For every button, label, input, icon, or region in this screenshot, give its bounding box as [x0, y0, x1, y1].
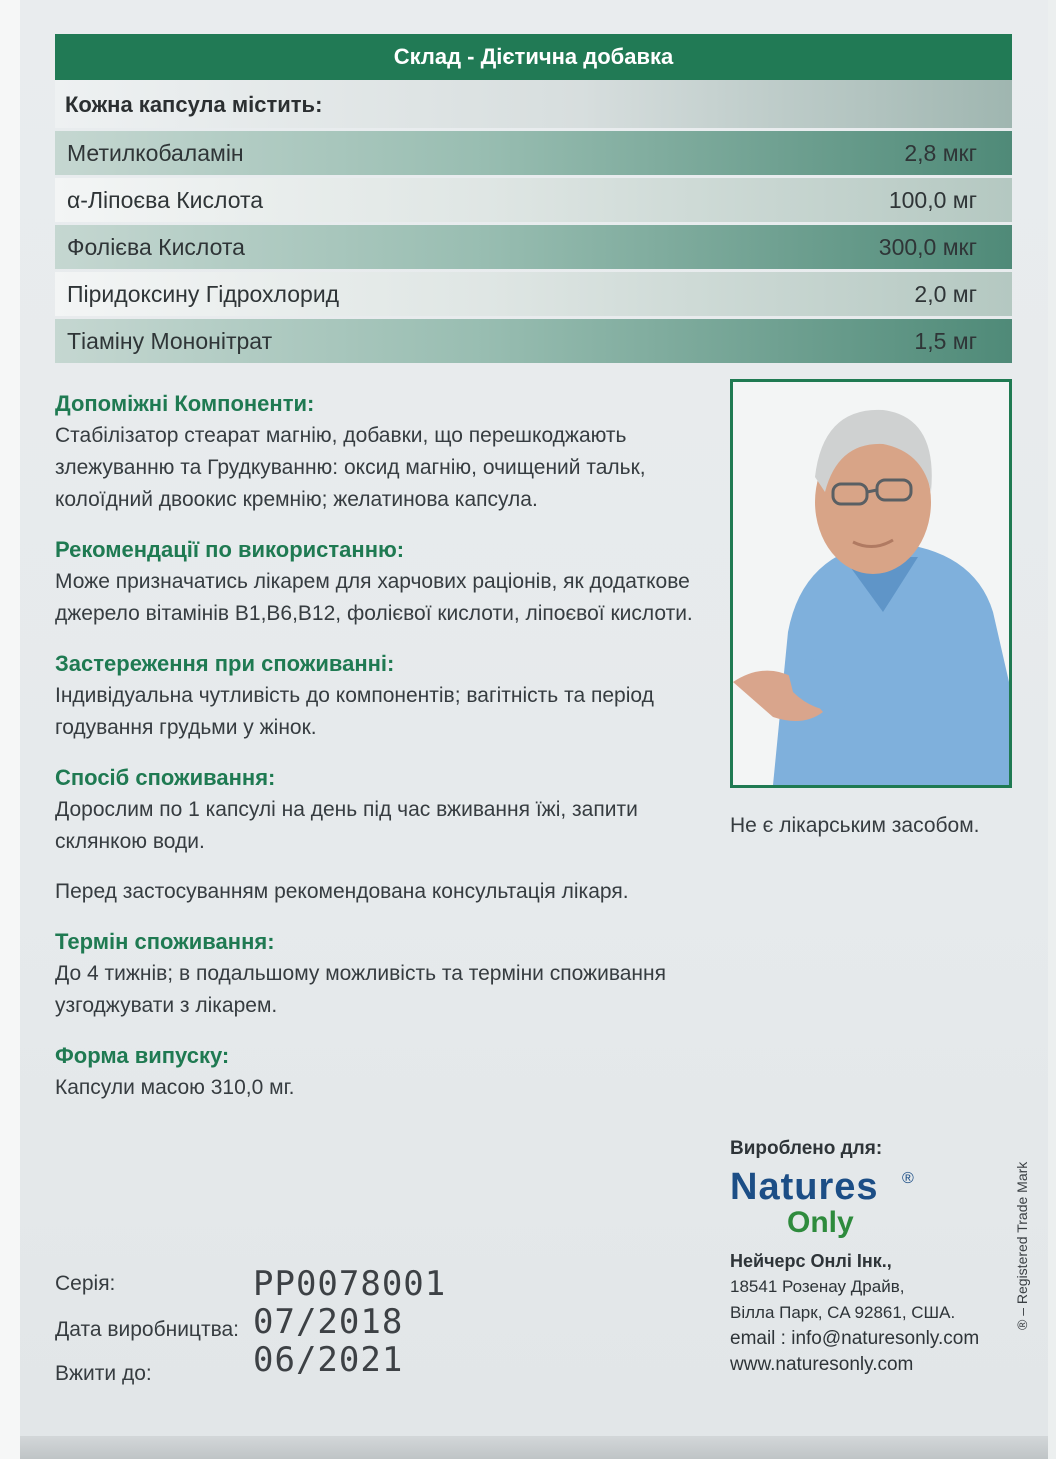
manufacturer-name: Нейчерс Онлі Інк., — [730, 1251, 892, 1271]
warnings-text: Індивідуальна чутливість до компонентів; вагітність та період годування грудьми у жінок. — [55, 684, 654, 739]
usage-note: Перед застосуванням рекомендована консультація лікаря. — [55, 880, 629, 903]
duration-section — [55, 926, 705, 1022]
production-label: Дата виробництва: — [55, 1318, 240, 1341]
man-illustration — [733, 382, 1009, 785]
box-bottom-edge — [20, 1436, 1048, 1459]
ingredient-name: Метилкобаламін — [67, 140, 244, 166]
recommendations-text: Може призначатись лікарем для харчових раціонів, як додаткове джерело вітамінів B1,B6,B12, фолієвої кислоти, ліпоєвої кислоти. — [55, 570, 693, 625]
table-row — [55, 131, 1012, 175]
duration-text: До 4 тижнів; в подальшому можливість та терміни споживання узгоджувати з лікарем. — [55, 962, 666, 1017]
table-row — [55, 272, 1012, 316]
ingredient-amount: 100,0 мг — [888, 187, 977, 213]
series-value: PP0078001 — [253, 1264, 447, 1304]
ingredient-amount: 1,5 мг — [914, 328, 977, 354]
box-left-edge — [0, 0, 20, 1459]
composition-table — [55, 34, 1012, 363]
duration-title: Термін споживання: — [55, 929, 275, 954]
recommendations-section — [55, 534, 705, 630]
form-title: Форма випуску: — [55, 1043, 230, 1068]
logo-text-top: Natures — [730, 1166, 879, 1208]
recommendations-title: Рекомендації по використанню: — [55, 537, 405, 562]
auxiliary-section — [55, 388, 705, 516]
man-photo — [730, 379, 1012, 788]
ingredient-amount: 300,0 мкг — [878, 234, 977, 260]
production-value: 07/2018 — [253, 1302, 404, 1342]
ingredient-name: α-Ліпоєва Кислота — [67, 187, 264, 213]
usage-title: Спосіб споживання: — [55, 765, 276, 790]
composition-header: Склад - Дієтична добавка — [55, 34, 1012, 80]
ingredient-name: Фолієва Кислота — [67, 234, 245, 260]
composition-subheader: Кожна капсула містить: — [55, 80, 1012, 128]
box-right-edge — [1048, 0, 1056, 1459]
logo-registered-mark: ® — [902, 1170, 914, 1187]
auxiliary-title: Допоміжні Компоненти: — [55, 391, 315, 416]
expiry-label: Вжити до: — [55, 1362, 152, 1385]
table-row — [55, 225, 1012, 269]
warnings-section — [55, 648, 705, 744]
logo-text-bottom: Only — [787, 1206, 854, 1239]
manufacturer-block — [730, 1138, 1030, 1378]
series-label: Серія: — [55, 1272, 116, 1295]
ingredient-amount: 2,8 мкг — [904, 140, 977, 166]
ingredient-name: Піридоксину Гідрохлорид — [67, 281, 340, 307]
auxiliary-text: Стабілізатор стеарат магнію, добавки, що перешкоджають злежуванню та Грудкуванню: оксид магнію, очищений тальк, колоїдний двоокис кремнію; желатинова капсула. — [55, 424, 646, 511]
table-row — [55, 178, 1012, 222]
form-section — [55, 1040, 705, 1104]
natures-only-logo — [730, 1166, 1030, 1248]
expiry-value: 06/2021 — [253, 1340, 404, 1380]
address-line-1: 18541 Розенау Драйв, — [730, 1277, 905, 1296]
table-row — [55, 319, 1012, 363]
made-for-label: Вироблено для: — [730, 1138, 883, 1159]
trademark-note: ® – Registered Trade Mark — [1014, 1161, 1030, 1330]
website: www.naturesonly.com — [730, 1354, 914, 1375]
ingredient-amount: 2,0 мг — [914, 281, 977, 307]
warnings-title: Застереження при споживанні: — [55, 651, 395, 676]
ingredient-name: Тіаміну Мононітрат — [67, 328, 273, 354]
address-line-2: Вілла Парк, CA 92861, США. — [730, 1303, 956, 1322]
disclaimer: Не є лікарським засобом. — [730, 814, 980, 837]
info-sections — [55, 388, 705, 1122]
form-text: Капсули масою 310,0 мг. — [55, 1076, 295, 1099]
email: email : info@naturesonly.com — [730, 1328, 980, 1349]
usage-text: Дорослим по 1 капсулі на день під час вживання їжі, запити склянкою води. — [55, 798, 638, 853]
usage-section — [55, 762, 705, 908]
